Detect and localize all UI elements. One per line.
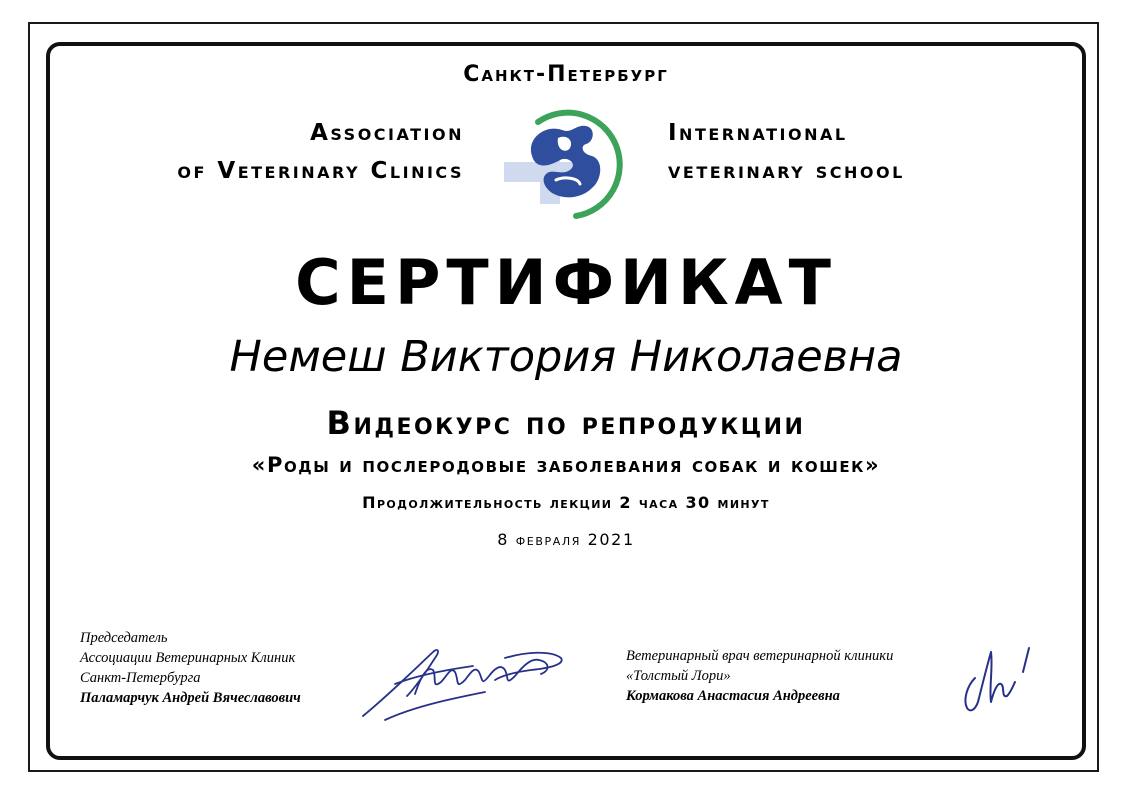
right-signatory-name: Кормакова Анастасия Андреевна bbox=[626, 688, 840, 704]
right-signatory-title: Ветеринарный врач ветеринарной клиники bbox=[626, 648, 894, 664]
association-name-line1: Association bbox=[310, 120, 464, 146]
city-heading: Санкт-Петербург bbox=[463, 62, 669, 87]
right-signatory bbox=[626, 646, 893, 706]
right-signatory-clinic: «Толстый Лори» bbox=[626, 668, 731, 684]
course-name: Видеокурс по репродукции bbox=[326, 404, 806, 442]
lecture-topic: «Роды и послеродовые заболевания собак и кошек» bbox=[251, 453, 881, 477]
certificate-title: СЕРТИФИКАТ bbox=[295, 246, 837, 319]
left-signatory-name: Паламарчук Андрей Вячеславович bbox=[80, 690, 301, 706]
certificate-date: 8 февраля 2021 bbox=[497, 530, 635, 549]
left-handwritten-signature-icon bbox=[355, 636, 570, 726]
left-signatory bbox=[80, 628, 301, 708]
school-name-line2: veterinary school bbox=[668, 158, 905, 184]
vet-school-logo-icon bbox=[496, 104, 636, 220]
association-name-line2: of Veterinary Clinics bbox=[177, 158, 464, 184]
lecture-duration: Продолжительность лекции 2 часа 30 минут bbox=[362, 493, 770, 512]
left-signatory-organization: Ассоциации Ветеринарных Клиник bbox=[80, 650, 296, 666]
recipient-name: Немеш Виктория Николаевна bbox=[229, 332, 903, 382]
left-signatory-title: Председатель bbox=[80, 630, 168, 646]
left-signatory-city: Санкт-Петербурга bbox=[80, 670, 201, 686]
school-name-line1: International bbox=[668, 120, 848, 146]
right-handwritten-signature-icon bbox=[955, 638, 1045, 718]
